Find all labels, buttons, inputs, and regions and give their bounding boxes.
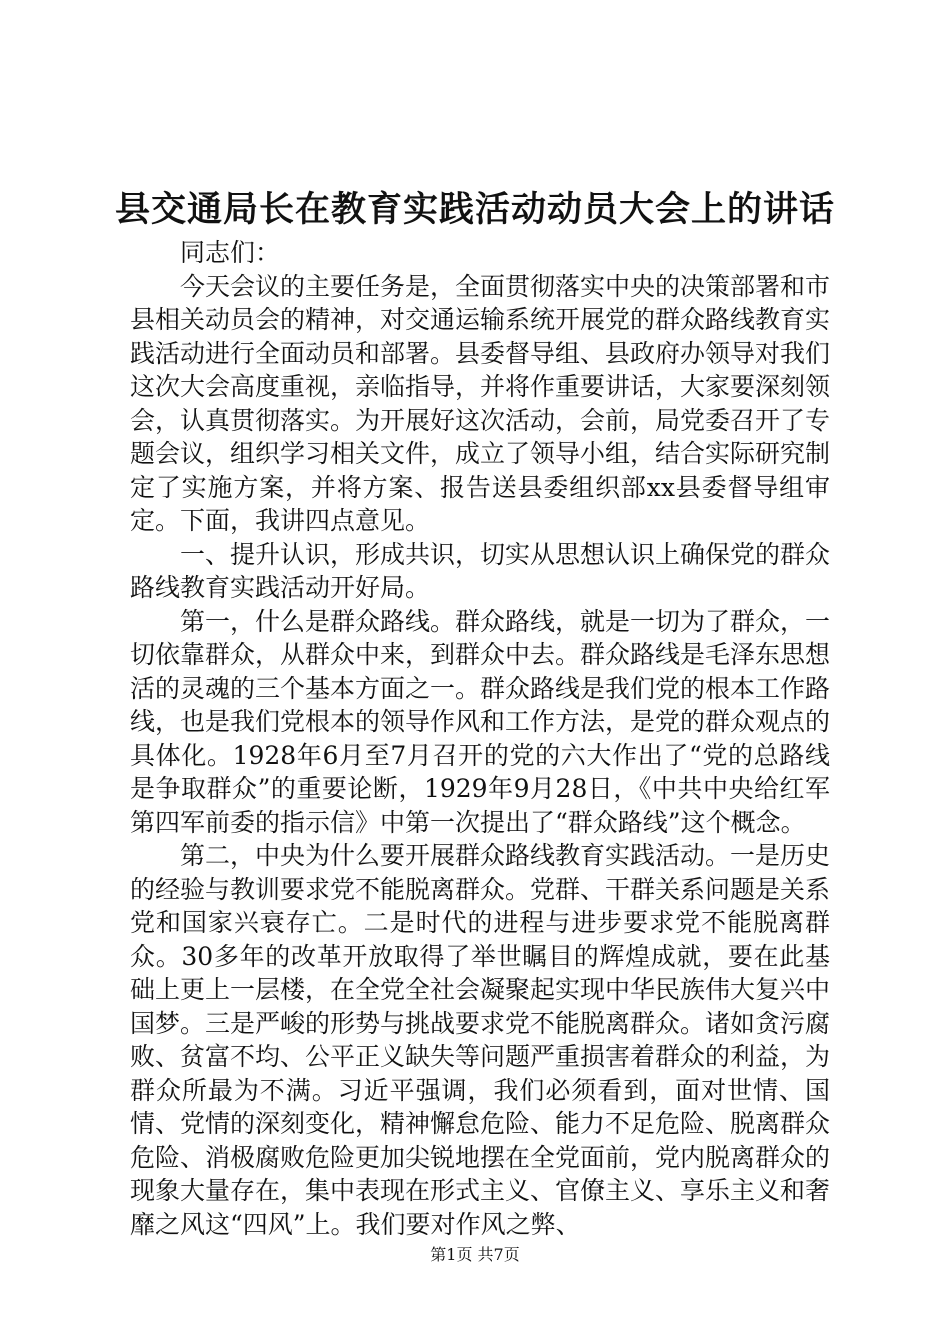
body-paragraph: 第一，什么是群众路线。群众路线，就是一切为了群众，一切依靠群众，从群众中来，到群众中去。群众路线是毛泽东思想活的灵魂的三个基本方面之一。群众路线是我们党的根本工作路线，也是我们党根本的领导作风和工作方法，是党的群众观点的具体化。1928年6月至7月召开的党的六大作出了“党的总路线是争取群众”的重要论断，1929年9月28日，《中共中央给红军第四军前委的指示信》中第一次提出了“群众路线”这个概念。 — [130, 606, 831, 837]
page-number-footer: 第1页 共7页 — [430, 1245, 520, 1264]
document-body — [130, 236, 830, 1241]
document-title: 县交通局长在教育实践活动动员大会上的讲话 — [114, 190, 835, 230]
intro-paragraph: 今天会议的主要任务是，全面贯彻落实中央的决策部署和市县相关动员会的精神，对交通运输系统开展党的群众路线教育实践活动进行全面动员和部署。县委督导组、县政府办领导对我们这次大会高度重视，亲临指导，并将作重要讲话，大家要深刻领会，认真贯彻落实。为开展好这次活动，会前，局党委召开了专题会议，组织学习相关文件，成立了领导小组，结合实际研究制定了实施方案，并将方案、报告送县委组织部xx县委督导组审定。下面，我讲四点意见。 — [130, 271, 831, 535]
body-paragraph: 第二，中央为什么要开展群众路线教育实践活动。一是历史的经验与教训要求党不能脱离群众。党群、干群关系问题是关系党和国家兴衰存亡。二是时代的进程与进步要求党不能脱离群众。30多年的改革开放取得了举世瞩目的辉煌成就，要在此基础上更上一层楼，在全党全社会凝聚起实现中华民族伟大复兴中国梦。三是严峻的形势与挑战要求党不能脱离群众。诸如贪污腐败、贫富不均、公平正义缺失等问题严重损害着群众的利益，为群众所最为不满。习近平强调，我们必须看到，面对世情、国情、党情的深刻变化，精神懈怠危险、能力不足危险、脱离群众危险、消极腐败危险更加尖锐地摆在全党面前，党内脱离群众的现象大量存在，集中表现在形式主义、官僚主义、享乐主义和奢靡之风这“四风”上。我们要对作风之弊、 — [130, 841, 831, 1239]
salutation-paragraph: 同志们： — [180, 238, 281, 267]
section-heading-paragraph: 一、提升认识，形成共识，切实从思想认识上确保党的群众路线教育实践活动开好局。 — [130, 539, 831, 602]
